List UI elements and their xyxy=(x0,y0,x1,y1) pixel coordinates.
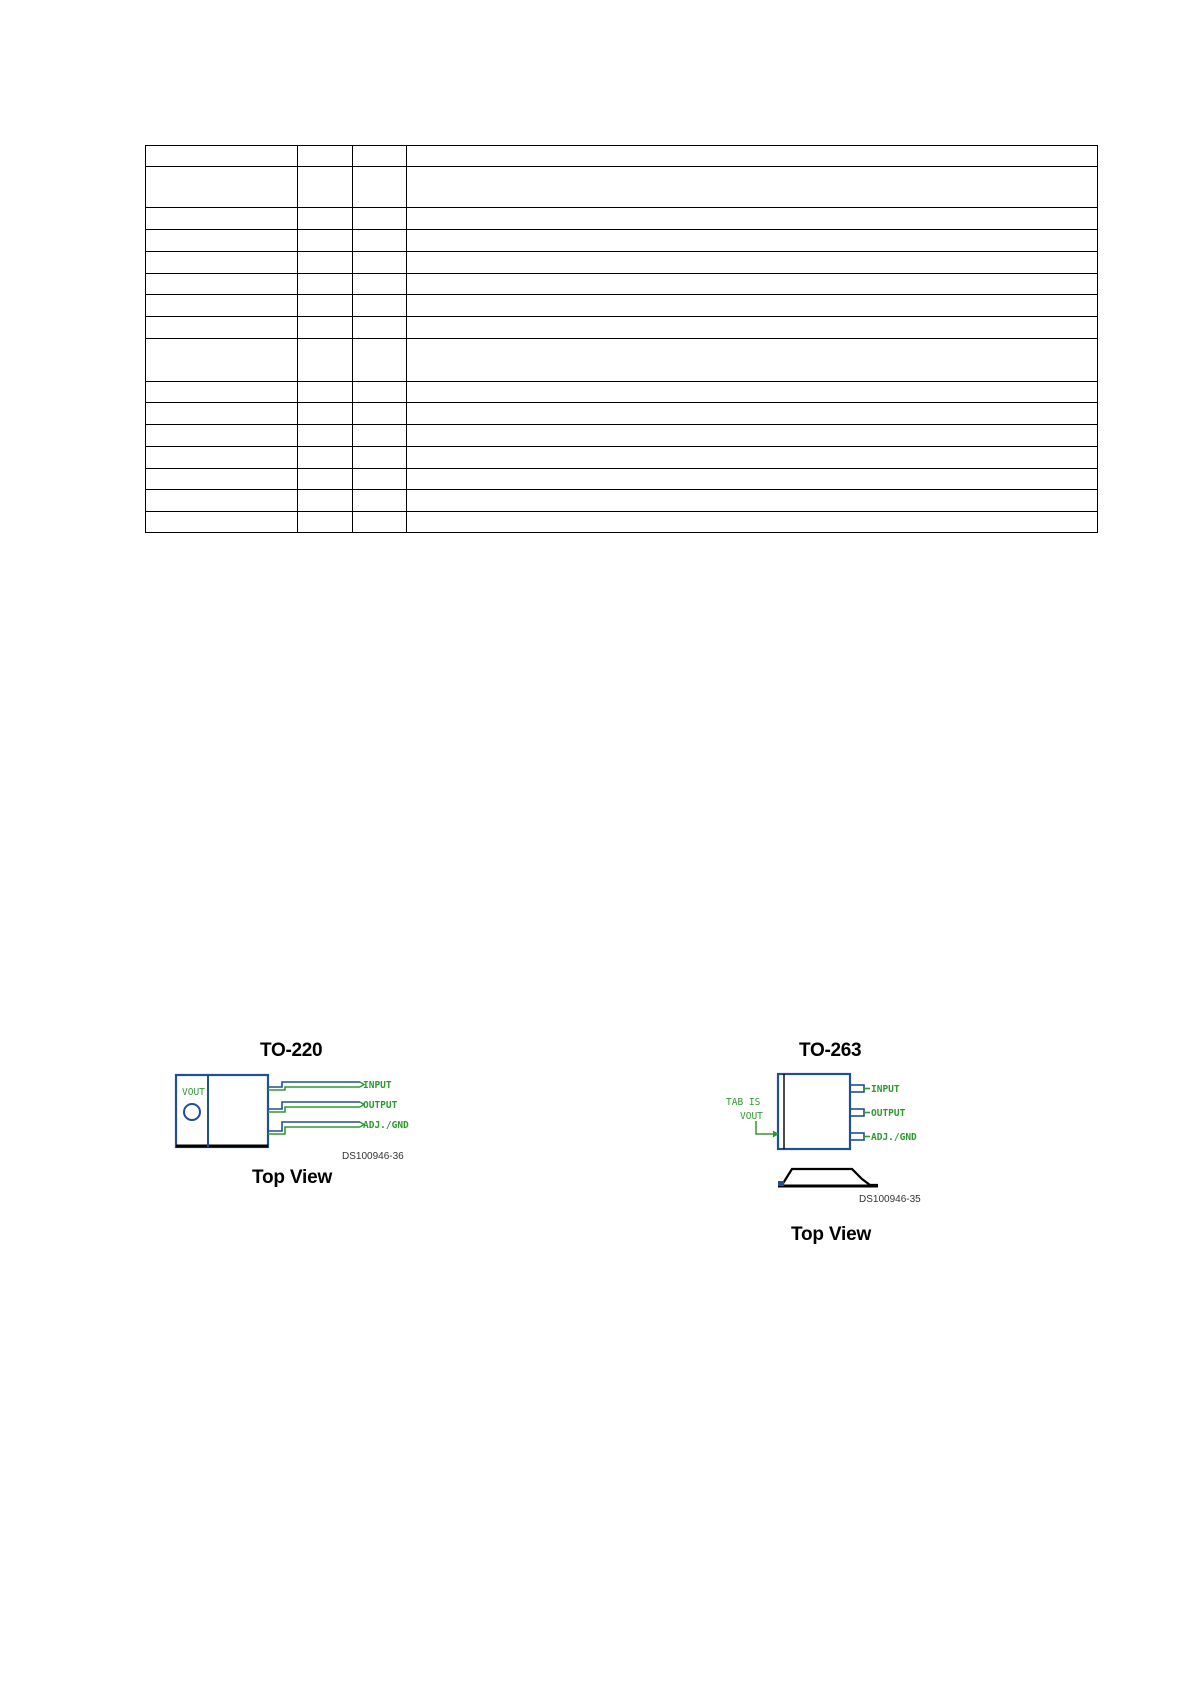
cell-2 xyxy=(298,317,353,339)
table-row xyxy=(146,403,1098,425)
table-row xyxy=(146,490,1098,512)
table-row xyxy=(146,512,1098,533)
cell-3 xyxy=(353,295,407,317)
specification-table xyxy=(145,145,1098,533)
cell-3 xyxy=(353,208,407,230)
cell-3 xyxy=(353,403,407,425)
cell-label xyxy=(146,317,298,339)
table-row xyxy=(146,230,1098,252)
cell-label xyxy=(146,146,298,167)
table-row xyxy=(146,317,1098,339)
table-row xyxy=(146,339,1098,382)
to263-side-profile xyxy=(778,1169,878,1186)
table-row xyxy=(146,469,1098,490)
to220-code: DS100946-36 xyxy=(342,1151,404,1162)
cell-3 xyxy=(353,146,407,167)
cell-2 xyxy=(298,146,353,167)
to220-mounting-hole xyxy=(184,1104,200,1120)
cell-label xyxy=(146,252,298,274)
table-row xyxy=(146,167,1098,208)
cell-desc xyxy=(407,469,1098,490)
cell-desc xyxy=(407,295,1098,317)
cell-3 xyxy=(353,469,407,490)
table-row xyxy=(146,425,1098,447)
cell-2 xyxy=(298,512,353,533)
cell-desc xyxy=(407,447,1098,469)
table-row xyxy=(146,447,1098,469)
cell-desc xyxy=(407,230,1098,252)
cell-3 xyxy=(353,447,407,469)
to220-leads xyxy=(268,1082,364,1134)
cell-3 xyxy=(353,252,407,274)
cell-label xyxy=(146,167,298,208)
to220-title: TO-220 xyxy=(260,1040,323,1061)
to263-tab-arrow xyxy=(756,1121,778,1137)
to263-figure xyxy=(720,1040,940,1260)
table-row xyxy=(146,252,1098,274)
to263-pin-input: INPUT xyxy=(871,1084,900,1095)
table-row xyxy=(146,382,1098,403)
cell-2 xyxy=(298,252,353,274)
cell-label xyxy=(146,512,298,533)
to220-caption: Top View xyxy=(252,1167,333,1188)
cell-3 xyxy=(353,339,407,382)
cell-desc xyxy=(407,490,1098,512)
table-row xyxy=(146,146,1098,167)
cell-desc xyxy=(407,425,1098,447)
cell-2 xyxy=(298,339,353,382)
cell-label xyxy=(146,295,298,317)
cell-desc xyxy=(407,252,1098,274)
cell-desc xyxy=(407,208,1098,230)
cell-desc xyxy=(407,512,1098,533)
to220-body xyxy=(176,1075,268,1147)
cell-2 xyxy=(298,403,353,425)
to220-pin-adj-gnd: ADJ./GND xyxy=(363,1120,409,1131)
cell-3 xyxy=(353,425,407,447)
cell-desc xyxy=(407,317,1098,339)
cell-label xyxy=(146,490,298,512)
to263-pin-output: OUTPUT xyxy=(871,1108,906,1119)
cell-desc xyxy=(407,403,1098,425)
to263-title: TO-263 xyxy=(799,1040,862,1061)
cell-3 xyxy=(353,382,407,403)
cell-2 xyxy=(298,230,353,252)
table-row xyxy=(146,208,1098,230)
to263-leads xyxy=(850,1085,870,1140)
cell-3 xyxy=(353,274,407,295)
cell-label xyxy=(146,274,298,295)
to263-caption: Top View xyxy=(791,1224,872,1245)
table-row xyxy=(146,295,1098,317)
cell-2 xyxy=(298,382,353,403)
cell-2 xyxy=(298,167,353,208)
cell-3 xyxy=(353,230,407,252)
cell-3 xyxy=(353,167,407,208)
cell-label xyxy=(146,382,298,403)
cell-3 xyxy=(353,317,407,339)
cell-3 xyxy=(353,490,407,512)
table-row xyxy=(146,274,1098,295)
cell-desc xyxy=(407,274,1098,295)
to220-figure xyxy=(170,1040,430,1200)
cell-desc xyxy=(407,382,1098,403)
to263-pin-adj-gnd: ADJ./GND xyxy=(871,1132,917,1143)
cell-desc xyxy=(407,167,1098,208)
cell-label xyxy=(146,425,298,447)
cell-desc xyxy=(407,146,1098,167)
to263-code: DS100946-35 xyxy=(859,1194,921,1205)
cell-label xyxy=(146,403,298,425)
to263-package-drawing xyxy=(720,1065,940,1235)
cell-desc xyxy=(407,339,1098,382)
cell-3 xyxy=(353,512,407,533)
cell-label xyxy=(146,230,298,252)
to263-tab-label-line2: VOUT xyxy=(740,1111,763,1122)
cell-2 xyxy=(298,490,353,512)
cell-label xyxy=(146,447,298,469)
to220-pin-input: INPUT xyxy=(363,1080,392,1091)
cell-2 xyxy=(298,469,353,490)
cell-2 xyxy=(298,295,353,317)
cell-2 xyxy=(298,425,353,447)
to263-tab-label-line1: TAB IS xyxy=(726,1097,761,1108)
cell-label xyxy=(146,339,298,382)
cell-2 xyxy=(298,274,353,295)
to220-tab-label: VOUT xyxy=(182,1087,205,1098)
cell-label xyxy=(146,469,298,490)
to220-pin-output: OUTPUT xyxy=(363,1100,398,1111)
to263-body xyxy=(778,1074,850,1149)
cell-label xyxy=(146,208,298,230)
cell-2 xyxy=(298,447,353,469)
cell-2 xyxy=(298,208,353,230)
